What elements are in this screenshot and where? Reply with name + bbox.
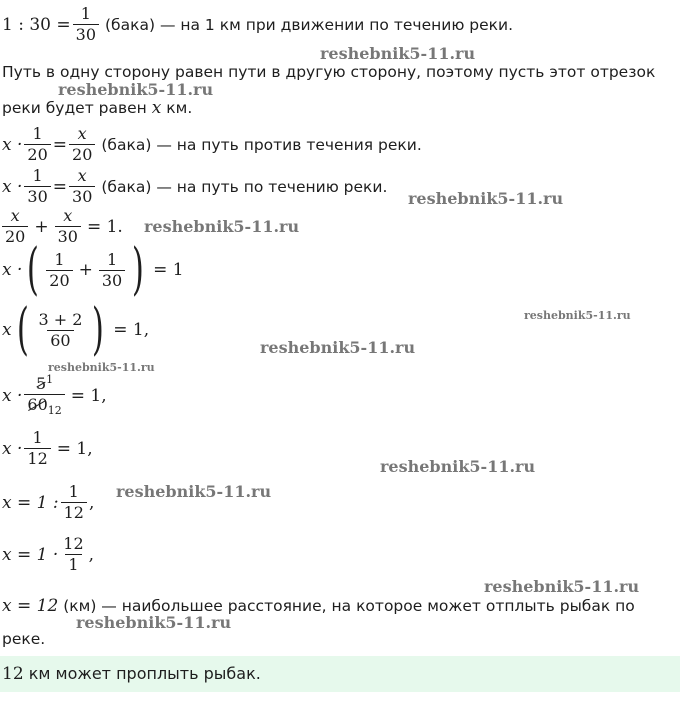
fraction: $\frac{1}{30}$ — [24, 166, 50, 207]
fraction: $\frac{12}{1}$ — [63, 534, 84, 574]
equation-note: (бака) — на 1 км при движении по течению реки. — [105, 15, 514, 34]
watermark: reshebnik5-11.ru — [58, 80, 214, 99]
watermark: reshebnik5-11.ru — [48, 361, 155, 374]
equation-line-2: x · $\frac{1}{20}$ = $\frac{x}{20}$ (бака) — на путь против течения реки. — [2, 124, 422, 164]
fraction: $\frac{1}{30}$ — [73, 4, 99, 45]
conclusion-text: x = 12 (км) — наибольшее расстояние, на которое может отплыть рыбак по — [2, 596, 635, 616]
paragraph-text: Путь в одну сторону равен пути в другую сторону, поэтому пусть этот отрезок — [2, 63, 656, 81]
equation-line-9: x = 1 : $\frac{1}{12}$ , — [2, 482, 95, 522]
watermark: reshebnik5-11.ru — [320, 44, 476, 63]
watermark: reshebnik5-11.ru — [484, 577, 640, 596]
watermark: reshebnik5-11.ru — [116, 482, 272, 501]
equation-line-8: x · $\frac{1}{12}$ = 1, — [2, 428, 93, 468]
watermark: reshebnik5-11.ru — [524, 309, 631, 322]
fraction: $\frac{1}{30}$ — [99, 250, 125, 291]
paren-right: ) — [92, 297, 105, 362]
equation-note: (бака) — на путь против течения реки. — [101, 135, 422, 154]
fraction: $\frac{x}{20}$ — [69, 124, 95, 165]
paragraph-text-2: реки будет равен x км. — [2, 98, 193, 118]
equation-line-3: x · $\frac{1}{30}$ = $\frac{x}{30}$ (бака) — на путь по течению реки. — [2, 166, 388, 206]
equation-line-4: $\frac{x}{20}$ + $\frac{x}{30}$ = 1. — [0, 206, 123, 247]
conclusion-text-2: реке. — [2, 630, 46, 648]
fraction: $\frac{5^1}{60_{12}}$ — [24, 370, 64, 422]
fraction: $\frac{1}{20}$ — [46, 250, 72, 291]
answer-text: 12 км может проплыть рыбак. — [2, 664, 261, 684]
equation-line-1 — [2, 4, 513, 45]
equation-line-6: x ( $\frac{3 + 2}{60}$ ) = 1, — [2, 297, 150, 362]
fraction: $\frac{3 + 2}{60}$ — [38, 309, 83, 350]
fraction: $\frac{1}{12}$ — [61, 482, 87, 523]
equation-lhs: 1 : 30 = — [2, 14, 71, 35]
watermark: reshebnik5-11.ru — [76, 613, 232, 632]
equation-line-10: x = 1 · $\frac{12}{1}$ , — [2, 534, 95, 574]
watermark: reshebnik5-11.ru — [144, 217, 300, 236]
fraction: $\frac{1}{20}$ — [24, 124, 50, 165]
equation-note: (бака) — на путь по течению реки. — [101, 177, 388, 196]
paren-left: ( — [27, 237, 40, 302]
fraction: $\frac{x}{20}$ — [2, 206, 28, 247]
watermark: reshebnik5-11.ru — [260, 338, 416, 357]
paren-left: ( — [16, 297, 29, 362]
paren-right: ) — [132, 237, 145, 302]
equation-line-5: x · ( $\frac{1}{20}$ + $\frac{1}{30}$ ) = 1 — [2, 237, 184, 302]
fraction: $\frac{x}{30}$ — [55, 206, 81, 247]
fraction: $\frac{1}{12}$ — [24, 428, 50, 469]
equation-line-7: x · $\frac{5^1}{60_{12}}$ = 1, — [2, 370, 107, 422]
answer-box — [0, 656, 680, 692]
watermark: reshebnik5-11.ru — [380, 457, 536, 476]
watermark: reshebnik5-11.ru — [408, 189, 564, 208]
fraction: $\frac{x}{30}$ — [69, 166, 95, 207]
